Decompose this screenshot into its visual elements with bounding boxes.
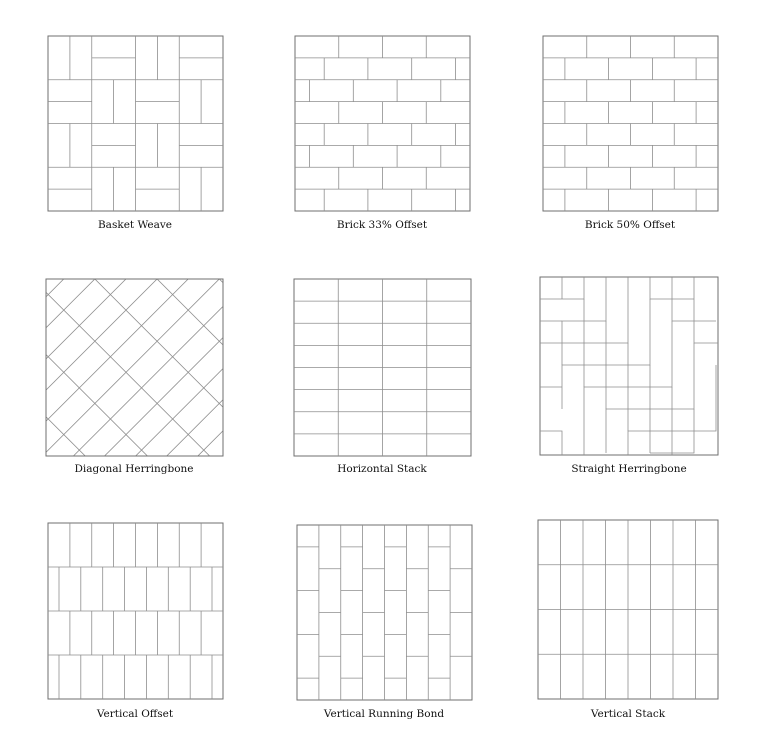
herringbone-joint-line: [0, 279, 33, 479]
brick-50-offset-swatch: [543, 36, 718, 211]
vertical-stack-pattern: [538, 520, 718, 699]
caption-basket-weave: Basket Weave: [97, 219, 173, 231]
caption-vertical-running-bond: Vertical Running Bond: [323, 708, 445, 720]
caption-horizontal-stack: Horizontal Stack: [337, 463, 427, 475]
brick-33-offset-pattern: [295, 36, 470, 211]
vertical-running-bond-pattern: [297, 525, 472, 700]
caption-vertical-stack: Vertical Stack: [590, 708, 666, 720]
diagonal-herringbone-swatch: [46, 279, 223, 456]
straight-herringbone-pattern: [540, 277, 718, 455]
diagonal-herringbone-pattern: [46, 279, 223, 456]
basket-weave-pattern: [48, 36, 223, 211]
herringbone-joint-line: [0, 279, 46, 479]
herringbone-joint-line: [0, 279, 2, 479]
vertical-offset-pattern: [48, 523, 223, 699]
straight-herringbone-swatch: [540, 277, 718, 455]
caption-straight-herringbone: Straight Herringbone: [571, 463, 687, 475]
caption-vertical-offset: Vertical Offset: [96, 708, 174, 720]
caption-diagonal-herringbone: Diagonal Herringbone: [74, 463, 194, 475]
vertical-stack-swatch: [538, 520, 718, 699]
horizontal-stack-swatch: [294, 279, 471, 456]
brick-50-offset-pattern: [543, 36, 718, 211]
basket-weave-swatch: [48, 36, 223, 211]
horizontal-stack-pattern: [294, 279, 471, 456]
vertical-offset-swatch: [48, 523, 223, 699]
brick-33-offset-swatch: [295, 36, 470, 211]
caption-brick-33-offset: Brick 33% Offset: [336, 219, 428, 231]
vertical-running-bond-swatch: [297, 525, 472, 700]
caption-brick-50-offset: Brick 50% Offset: [584, 219, 676, 231]
